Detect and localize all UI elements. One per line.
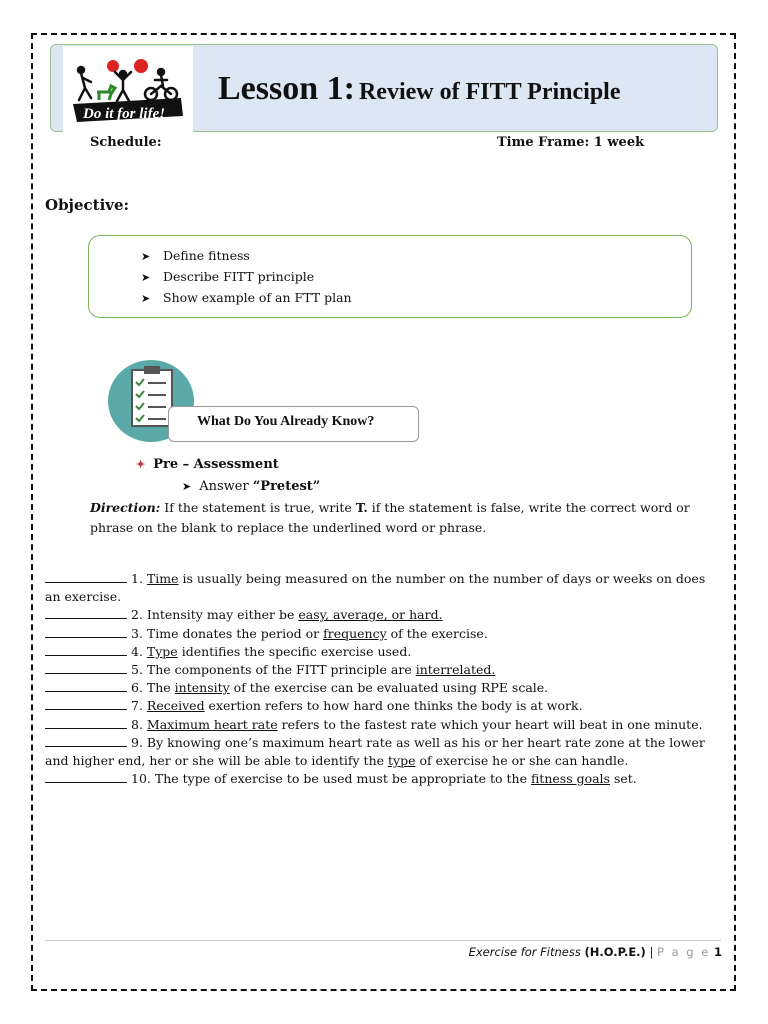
arrow-bullet-icon: ➤ xyxy=(141,292,151,305)
schedule-label: Schedule: xyxy=(90,135,162,150)
list-item: 2. Intensity may either be easy, average, or hard. xyxy=(45,606,717,624)
answer-blank[interactable] xyxy=(45,770,127,783)
list-item: 5. The components of the FITT principle are interrelated. xyxy=(45,661,717,679)
direction-text: Direction: If the statement is true, write T. if the statement is false, write the correct word or phrase on the blank to replace the underlined word or phrase. xyxy=(90,500,690,535)
list-item: 3. Time donates the period or frequency of the exercise. xyxy=(45,625,717,643)
arrow-bullet-icon: ➤ xyxy=(182,480,192,493)
list-item: 8. Maximum heart rate refers to the fastest rate which your heart will beat in one minute. xyxy=(45,716,717,734)
list-item: 4. Type identifies the specific exercise used. xyxy=(45,643,717,661)
objectives-box xyxy=(88,235,692,318)
time-frame-label: Time Frame: 1 week xyxy=(497,135,645,150)
lesson-name: Review of FITT Principle xyxy=(358,79,621,105)
footer-divider xyxy=(45,940,721,941)
star-bullet-icon: ✦ xyxy=(136,458,146,471)
answer-blank[interactable] xyxy=(45,625,127,638)
objective-heading: Objective: xyxy=(45,196,130,214)
section-heading: What Do You Already Know? xyxy=(168,406,419,442)
logo xyxy=(63,46,193,132)
list-item: 9. By knowing one’s maximum heart rate as well as his or her heart rate zone at the lower and higher end, her or she will be able to identify the type of exercise he or she can handle. xyxy=(45,734,705,769)
arrow-bullet-icon: ➤ xyxy=(141,271,151,284)
arrow-bullet-icon: ➤ xyxy=(141,250,151,263)
list-item: 6. The intensity of the exercise can be evaluated using RPE scale. xyxy=(45,679,717,697)
page-footer: Exercise for Fitness (H.O.P.E.) | P a g e 1 xyxy=(468,945,722,959)
answer-blank[interactable] xyxy=(45,734,127,747)
list-item: ➤ Show example of an FTT plan xyxy=(141,288,352,309)
list-item: ➤ Define fitness xyxy=(141,246,352,267)
answer-blank[interactable] xyxy=(45,679,127,692)
pre-assessment-heading: ✦ Pre – Assessment xyxy=(136,457,279,472)
answer-blank[interactable] xyxy=(45,661,127,674)
list-item: 10. The type of exercise to be used must be appropriate to the fitness goals set. xyxy=(45,770,717,788)
question-list xyxy=(45,570,717,788)
answer-blank[interactable] xyxy=(45,716,127,729)
lesson-number: Lesson 1: xyxy=(218,70,355,107)
answer-blank[interactable] xyxy=(45,570,127,583)
list-item: ➤ Describe FITT principle xyxy=(141,267,352,288)
list-item: 1. Time is usually being measured on the number on the number of days or weeks on does an exercise. xyxy=(45,571,706,605)
answer-blank[interactable] xyxy=(45,643,127,656)
logo-text: Do it for life! xyxy=(83,106,166,122)
list-item: 7. Received exertion refers to how hard one thinks the body is at work. xyxy=(45,697,717,715)
answer-blank[interactable] xyxy=(45,697,127,710)
answer-instruction: ➤ Answer “Pretest” xyxy=(182,479,321,494)
answer-blank[interactable] xyxy=(45,606,127,619)
page-title xyxy=(218,70,621,108)
